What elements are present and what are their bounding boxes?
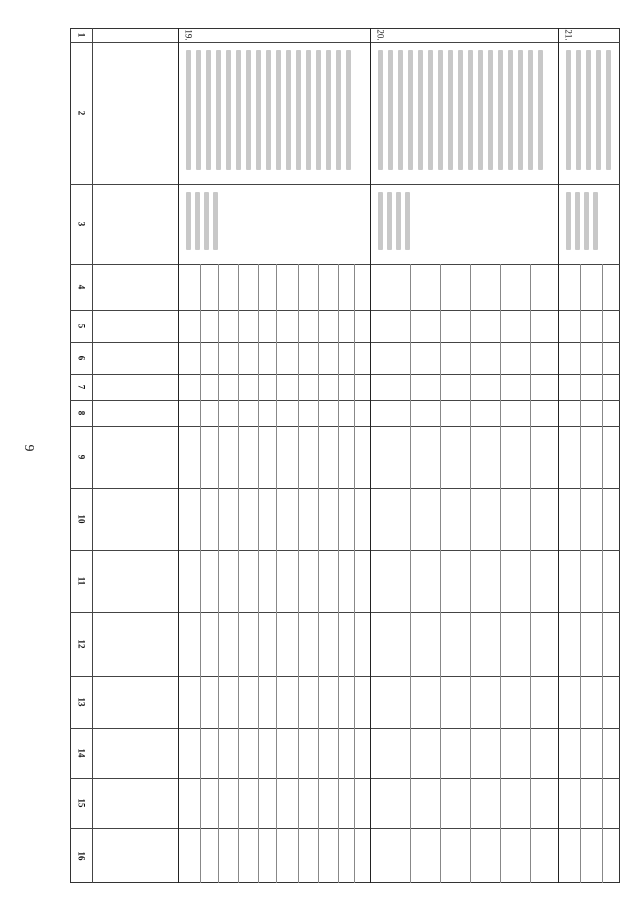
column-number: 6 — [76, 355, 86, 361]
illegible-text-placeholder — [196, 50, 201, 170]
row-divider — [92, 28, 93, 883]
illegible-text-placeholder — [576, 50, 581, 170]
illegible-text-placeholder — [336, 50, 341, 170]
illegible-text-placeholder — [566, 192, 571, 250]
column-number: 15 — [76, 798, 86, 808]
column-divider — [70, 612, 620, 613]
column-divider — [70, 550, 620, 551]
column-divider — [70, 374, 620, 375]
illegible-text-placeholder — [276, 50, 281, 170]
sub-row-divider — [580, 264, 581, 883]
illegible-text-placeholder — [593, 192, 598, 250]
row-divider — [370, 28, 371, 883]
illegible-text-placeholder — [575, 192, 580, 250]
illegible-text-placeholder — [186, 50, 191, 170]
sub-row-divider — [200, 264, 201, 883]
sub-row-divider — [440, 264, 441, 883]
illegible-text-placeholder — [296, 50, 301, 170]
column-divider — [70, 828, 620, 829]
column-number: 5 — [76, 323, 86, 329]
illegible-text-placeholder — [528, 50, 533, 170]
column-divider — [70, 310, 620, 311]
row-number: 20. — [376, 29, 386, 41]
illegible-text-placeholder — [206, 50, 211, 170]
column-number: 8 — [76, 410, 86, 416]
row-number: 21. — [564, 29, 574, 41]
column-number: 14 — [76, 748, 86, 758]
column-divider — [70, 264, 620, 265]
column-divider — [70, 728, 620, 729]
illegible-text-placeholder — [236, 50, 241, 170]
illegible-text-placeholder — [478, 50, 483, 170]
column-divider — [70, 342, 620, 343]
illegible-text-placeholder — [226, 50, 231, 170]
illegible-text-placeholder — [498, 50, 503, 170]
column-number: 13 — [76, 697, 86, 707]
illegible-text-placeholder — [256, 50, 261, 170]
column-number: 4 — [76, 284, 86, 290]
illegible-text-placeholder — [508, 50, 513, 170]
illegible-text-placeholder — [518, 50, 523, 170]
sub-row-divider — [410, 264, 411, 883]
illegible-text-placeholder — [195, 192, 200, 250]
sub-row-divider — [338, 264, 339, 883]
row-divider — [178, 28, 179, 883]
sub-row-divider — [470, 264, 471, 883]
row-number: 19. — [184, 29, 194, 41]
illegible-text-placeholder — [418, 50, 423, 170]
sub-row-divider — [602, 264, 603, 883]
illegible-text-placeholder — [306, 50, 311, 170]
illegible-text-placeholder — [438, 50, 443, 170]
column-divider — [70, 426, 620, 427]
sub-row-divider — [218, 264, 219, 883]
illegible-text-placeholder — [405, 192, 410, 250]
illegible-text-placeholder — [606, 50, 611, 170]
column-number: 3 — [76, 221, 86, 227]
column-divider — [70, 42, 620, 43]
column-divider — [70, 400, 620, 401]
column-number: 9 — [76, 454, 86, 460]
sub-row-divider — [318, 264, 319, 883]
illegible-text-placeholder — [204, 192, 209, 250]
illegible-text-placeholder — [346, 50, 351, 170]
illegible-text-placeholder — [538, 50, 543, 170]
sub-row-divider — [354, 264, 355, 883]
column-number: 12 — [76, 639, 86, 649]
illegible-text-placeholder — [448, 50, 453, 170]
illegible-text-placeholder — [213, 192, 218, 250]
illegible-text-placeholder — [586, 50, 591, 170]
column-number: 7 — [76, 384, 86, 390]
column-number: 11 — [75, 576, 86, 586]
illegible-text-placeholder — [387, 192, 392, 250]
illegible-text-placeholder — [596, 50, 601, 170]
budget-table — [70, 28, 620, 883]
illegible-text-placeholder — [326, 50, 331, 170]
illegible-text-placeholder — [378, 192, 383, 250]
illegible-text-placeholder — [316, 50, 321, 170]
illegible-text-placeholder — [566, 50, 571, 170]
column-number: 1 — [76, 32, 86, 38]
illegible-text-placeholder — [266, 50, 271, 170]
sub-row-divider — [258, 264, 259, 883]
illegible-text-placeholder — [488, 50, 493, 170]
illegible-text-placeholder — [458, 50, 463, 170]
sub-row-divider — [276, 264, 277, 883]
illegible-text-placeholder — [378, 50, 383, 170]
illegible-text-placeholder — [286, 50, 291, 170]
illegible-text-placeholder — [216, 50, 221, 170]
illegible-text-placeholder — [388, 50, 393, 170]
column-divider — [70, 184, 620, 185]
column-number: 10 — [76, 514, 86, 524]
illegible-text-placeholder — [398, 50, 403, 170]
sub-row-divider — [500, 264, 501, 883]
illegible-text-placeholder — [186, 192, 191, 250]
illegible-text-placeholder — [408, 50, 413, 170]
illegible-text-placeholder — [428, 50, 433, 170]
column-number: 2 — [76, 110, 86, 116]
page-number: 9 — [21, 444, 36, 452]
column-divider — [70, 778, 620, 779]
sub-row-divider — [238, 264, 239, 883]
illegible-text-placeholder — [584, 192, 589, 250]
column-divider — [70, 488, 620, 489]
illegible-text-placeholder — [396, 192, 401, 250]
row-divider — [558, 28, 559, 883]
column-number: 16 — [76, 851, 86, 860]
sub-row-divider — [298, 264, 299, 883]
illegible-text-placeholder — [468, 50, 473, 170]
sub-row-divider — [530, 264, 531, 883]
column-divider — [70, 676, 620, 677]
illegible-text-placeholder — [246, 50, 251, 170]
